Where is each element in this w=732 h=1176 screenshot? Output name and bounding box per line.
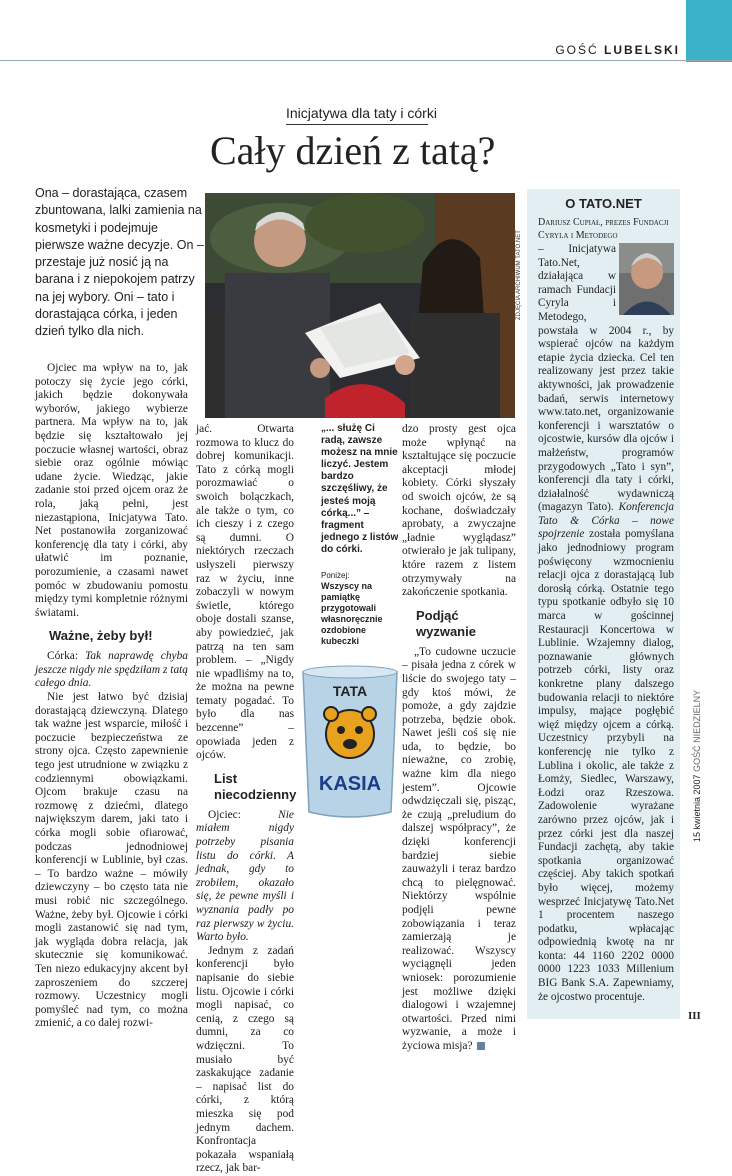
subheading: List niecodzienny [214, 770, 297, 802]
end-square-icon [477, 1042, 485, 1050]
page-number: III [688, 1010, 701, 1022]
subheading: Podjąć wyzwanie [416, 607, 476, 639]
column-3 [402, 423, 516, 1054]
corner-tab [686, 0, 732, 1024]
mug-photo [295, 662, 405, 822]
portrait-photo [619, 243, 674, 315]
issue-date: 15 kwietnia 2007 GOŚĆ NIEDZIELNY [692, 689, 702, 842]
quote-italic: Tak naprawdę chyba jeszcze nigdy nie spędziłam z tatą całego dnia. [35, 650, 188, 690]
sidebar-text: – Inicjatywa Tato.Net, działająca w ramach Fundacji Cyryla i Metodego, powstała w 2004 r., by wspierać ojców na każdym etapie życia dziecka. Cel ten realizowany jest przez takie aktywności, jak prowadzenie badań, serwis internetowy www.tato.net, organizowanie konferencji i warsztatów o ojcostwie, kursów dla ojców i małżeństw, programów przygodowych „Tato i syn”, konferencji dla taty i córki, działalność wydawniczą (magazyn Tato). [538, 243, 674, 514]
header-divider [0, 60, 732, 61]
paragraph: Nie jest łatwo być dzisiaj dorastającą dziewczyną. Dlatego tak ważne jest wsparcie, miłość i poczucie bezpieczeństwa ze strony ojca. Często zapewnienie tego jest utrudnione w związku z codziennymi obowiązkami. Ojcom brakuje czasu na rozmowę z dziećmi, dlatego największym darem, jaki tato i córka mogli sobie ofiarować, podczas jednodniowej konferencji w Lublinie, był czas. – To bardzo ważne – mówiły dziewczyny – bo często tata nie musi robić nic szczególnego. Ważne, żeby był. Ojcowie i córki mogli zastanowić się nad tym, jak wygląda dobra relacja, jak skutecznie się komunikować. Ten niezo edukacyjny akcent był zaproszeniem do szczerej rozmowy. Uczestnicy mogli pomyśleć nad tym, co można zmienić, a co dalej rozwi- [35, 691, 188, 1030]
speaker-label: Ojciec: [208, 808, 279, 821]
sidebar-byline: Dariusz Cupiał, prezes Fundacji Cyryla i Metodego [538, 217, 669, 241]
magazine-header: GOŚĆ LUBELSKI [555, 43, 680, 57]
quote-italic: Nie miałem nigdy potrzeby pisania listu do córki. A jednak, gdy to zrobiłem, okazało się, że pewne myśli i wyznania padły po raz pierwszy w życiu. Warto było. [196, 808, 294, 944]
speaker-label: Córka: [47, 650, 86, 663]
paragraph: Jednym z zadań konferencji było napisanie do siebie listu. Ojcowie i córki mogli napisać, co cenią, z czego są dumni, za co wdzięczni. To musiało być zaskakujące zadanie – napisać list do córki, z którą mieszka się pod jednym dachem. Konfrontacja pokazała wspaniałą rzecz, jak bar- [196, 944, 294, 1175]
caption-text: Wszyscy na pamiątkę przygotowali własnoręcznie ozdobione kubeczki [321, 581, 383, 646]
column-1 [35, 362, 188, 1031]
paragraph: jać. Otwarta rozmowa to klucz do dobrej komunikacji. Tato z córką mogli porozmawiać o swoich bolączkach, ale także o tym, co ich cieszy i z czego są dumni. O niektórych rzeczach usłyszeli pierwszy raz w życiu, inne zobaczyli w nowym świetle, którego oboje dostali szanse, aby powiedzieć, jak patrzą na ten sam problem. – „Nigdy nie wpadliśmy na to, że można na pewne tematy pogadać. To było dla nas bezcenne” – opowiada jeden z ojców. [196, 423, 294, 762]
main-photo [205, 193, 515, 418]
sidebar-text: została pomyślana jako jednodniowy program poświęcony wzmocnieniu relacji ojca z dorastającą lub dorosłą córką. Ostatnie tego typu spotkanie odbyło się 10 marca w gościnnej Restauracji Koncertowa w Lublinie. Wzajemny dialog, poznawanie głównych potrzeb córki, listy oraz konkretne plany dalszego budowania relacji to niektóre impulsy, mające pogłębić więź między ojcem a córką. Uczestnicy przybyli na konferencję nie tylko z Lublina i okolic, ale także z Łomży, Siedlec, Warszawy, Łodzi oraz Rzeszowa. Zadowolenie wyrażane zarówno przez ojców, jak i przez córki jest dla naszej Fundacji zachętą, aby takie spotkania organizować częściej. Aby takich spotkań było więcej, możemy wesprzeć Inicjatywę Tato.Net 1 procentem naszego podatku, wpłacając odpowiednią kwotę na nr konta: 44 1160 2202 0000 0000 1223 1033 Millenium BIG Bank S.A. Zapewniamy, że ojcostwo procentuje. [538, 528, 674, 1003]
article-lead: Ona – dorastająca, czasem zbuntowana, lalki zamienia na kosmetyki i podejmuje pierwsze ważne decyzje. On – przestaje już nosić ją na barana i z niepokojem patrzy na jej wybory. Oni – tato i dorastająca córka, i jeden dzień tylko dla nich. [35, 186, 204, 339]
mug-label-top: TATA [332, 683, 368, 699]
caption-label: Poniżej: [321, 571, 350, 580]
kicker-underline [286, 124, 428, 125]
photo-caption [321, 570, 401, 647]
sidebar-body [538, 243, 674, 1004]
mug-label-bottom: KASIA [318, 773, 382, 795]
paragraph: Ojciec ma wpływ na to, jak potoczy się życie jego córki, jakich będzie dokonywała wyborów, jakiego wybierze partnera. Ma wpływ na to, jak będzie się kształtowało jej poczucie własnej wartości, obraz siebie oraz ogólnie mówiąc udane życie. Wiedząc, jakie zadanie stoi przed ojcem oraz że rola, jaką pełni, jest niezastąpiona, Inicjatywa Tato. Net postanowiła zorganizować konferencję dla taty i córki, aby ułatwić im poznanie, porozumienie, a czasami nawet pomóc w zbudowaniu pomostu między tymi kompletnie różnymi światami. [35, 362, 188, 619]
triangle-icon [688, 38, 702, 56]
article-title: Cały dzień z tatą? [210, 128, 496, 173]
paragraph: „To cudowne uczucie – pisała jedna z córek w liście do swojego taty – gdy ktoś mówi, że pomoże, a gdy zajdzie potrzeba, będzie obok. Nawet jeśli coś się nie uda, to będzie, bo nieważne, co zrobię, ważne kim dla niego jestem”. Ojcowie odwdzięczali się, pisząc, że czują „preludium do dalszej współpracy”, że dzięki konferencji bardziej siebie zauważyli i teraz bardzo chcą to pielęgnować. Niektórzy wspólnie podjęli pewne zobowiązania i teraz zamierzają je realizować. Wszyscy wyciągnęli jeden wniosek: porozumienie jest możliwe dzięki dialogowi i wzajemnej otwartości. Przed nimi wyzwanie, a może i życiowa misja? [402, 645, 516, 1052]
sidebar-title: O TATO.NET [565, 196, 642, 211]
photo-credit: ZDJĘCIA ARCHIWUM TATO.NET [516, 230, 522, 320]
paragraph: dzo prosty gest ojca może wpłynąć na kształtujące się poczucie akceptacji młodej kobiety. Córki słyszały od swoich ojców, że są kochane, doświadczały aprobaty, a zwyczajne „ładnie wyglądasz” otwierało je jak tulipany, które razem z listem otrzymywały na zakończenie spotkania. [402, 423, 516, 599]
pull-quote: „... służę Ci radą, zawsze możesz na mnie liczyć. Jestem bardzo szczęśliwy, że jesteś moją córką...” – fragment jednego z listów do córki. [321, 423, 399, 555]
subheading: Ważne, żeby był! [49, 628, 153, 644]
article-kicker: Inicjatywa dla taty i córki [286, 105, 437, 121]
sidebar-italic: Konferencja Tato & Córka – nowe spojrzenie [538, 501, 674, 541]
column-2 [196, 423, 297, 1176]
